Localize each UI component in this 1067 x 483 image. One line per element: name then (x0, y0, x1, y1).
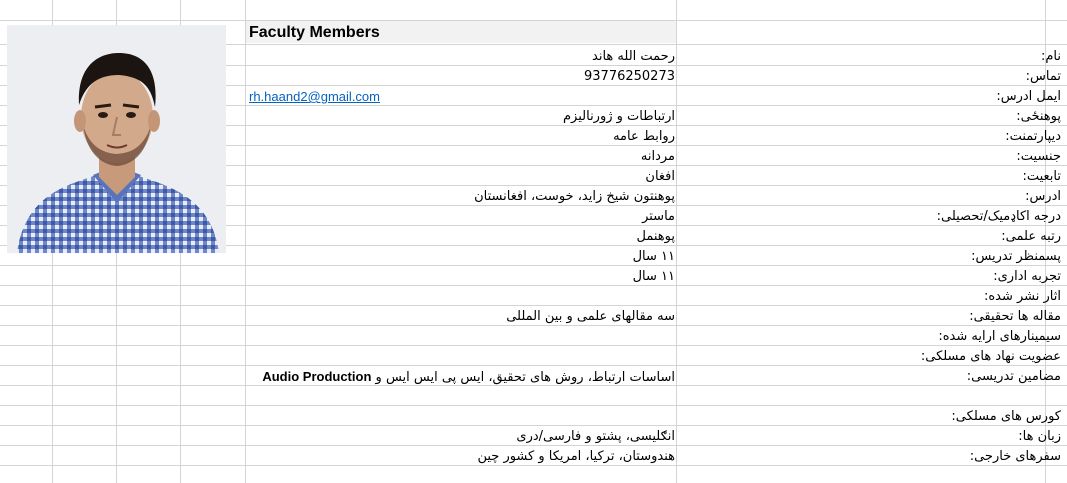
row-value-department[interactable]: روابط عامه (613, 129, 675, 144)
row-divider (0, 365, 1067, 366)
row-value-nationality[interactable]: افغان (645, 169, 675, 184)
row-value-address[interactable]: پوهنتون شیخ زاید، خوست، افغانستان (474, 189, 675, 204)
row-label-address[interactable]: ادرس: (1025, 189, 1061, 204)
row-value-text: اساسات ارتباط، روش های تحقیق، ایس پی ایس ایس و (375, 370, 675, 385)
row-value-contact[interactable]: 93776250273 (584, 69, 675, 84)
row-label-seminars[interactable]: سیمینارهای ارایه شده: (938, 329, 1061, 344)
row-value-teaching_experience[interactable]: ۱۱ سال (632, 249, 675, 264)
row-divider (0, 265, 1067, 266)
sheet-title: Faculty Members (249, 24, 380, 41)
column-divider (245, 0, 246, 483)
row-label-languages[interactable]: زبان ها: (1018, 429, 1061, 444)
faculty-photo[interactable] (7, 25, 226, 253)
row-label-admin_experience[interactable]: تجربه اداری: (993, 269, 1061, 284)
row-value-admin_experience[interactable]: ۱۱ سال (632, 269, 675, 284)
row-label-faculty[interactable]: پوهنځی: (1016, 109, 1061, 124)
row-divider (0, 285, 1067, 286)
row-value-subjects[interactable] (262, 367, 675, 386)
row-label-memberships[interactable]: عضویت نهاد های مسلکی: (920, 349, 1061, 364)
row-label-gender[interactable]: جنسیت: (1016, 149, 1061, 164)
row-value-languages[interactable]: انګلیسی، پشتو و فارسی/دری (516, 429, 675, 444)
row-label-academic_degree[interactable]: درجه اکاډمیک/تحصیلی: (936, 209, 1061, 224)
row-value-academic_rank[interactable]: پوهنمل (636, 229, 675, 244)
column-divider (676, 0, 677, 483)
row-label-department[interactable]: دیپارتمنت: (1005, 129, 1061, 144)
email-link[interactable]: rh.haand2@gmail.com (249, 89, 380, 104)
portrait-image (7, 25, 226, 253)
row-divider (0, 425, 1067, 426)
row-label-publications[interactable]: اثار نشر شده: (983, 289, 1061, 304)
row-label-teaching_experience[interactable]: پسمنظر تدریس: (971, 249, 1061, 264)
row-divider (0, 405, 1067, 406)
row-value-research_articles[interactable]: سه مقالهای علمی و بین المللی (506, 309, 675, 324)
row-divider (0, 345, 1067, 346)
row-label-academic_rank[interactable]: رتبه علمی: (1001, 229, 1061, 244)
row-label-research_articles[interactable]: مقاله ها تحقیقی: (969, 309, 1061, 324)
row-value-travels[interactable]: هندوستان، ترکیا، امریکا و کشور چین (477, 449, 675, 464)
row-label-travels[interactable]: سفرهای خارجی: (969, 449, 1061, 464)
row-value-name[interactable]: رحمت الله هاند (592, 49, 675, 64)
row-divider (0, 305, 1067, 306)
row-label-subjects[interactable]: مضامین تدریسی: (966, 369, 1061, 384)
row-label-contact[interactable]: تماس: (1025, 69, 1061, 84)
row-value-latin-text: Audio Production (262, 369, 372, 384)
row-value-faculty[interactable]: ارتباطات و ژورنالیزم (563, 109, 675, 124)
row-label-nationality[interactable]: تابعیت: (1022, 169, 1061, 184)
row-label-courses[interactable]: کورس های مسلکی: (951, 409, 1061, 424)
row-label-email[interactable]: ایمل ادرس: (996, 89, 1061, 104)
row-value-gender[interactable]: مردانه (640, 149, 675, 164)
row-label-name[interactable]: نام: (1040, 49, 1061, 64)
row-value-academic_degree[interactable]: ماستر (642, 209, 675, 224)
